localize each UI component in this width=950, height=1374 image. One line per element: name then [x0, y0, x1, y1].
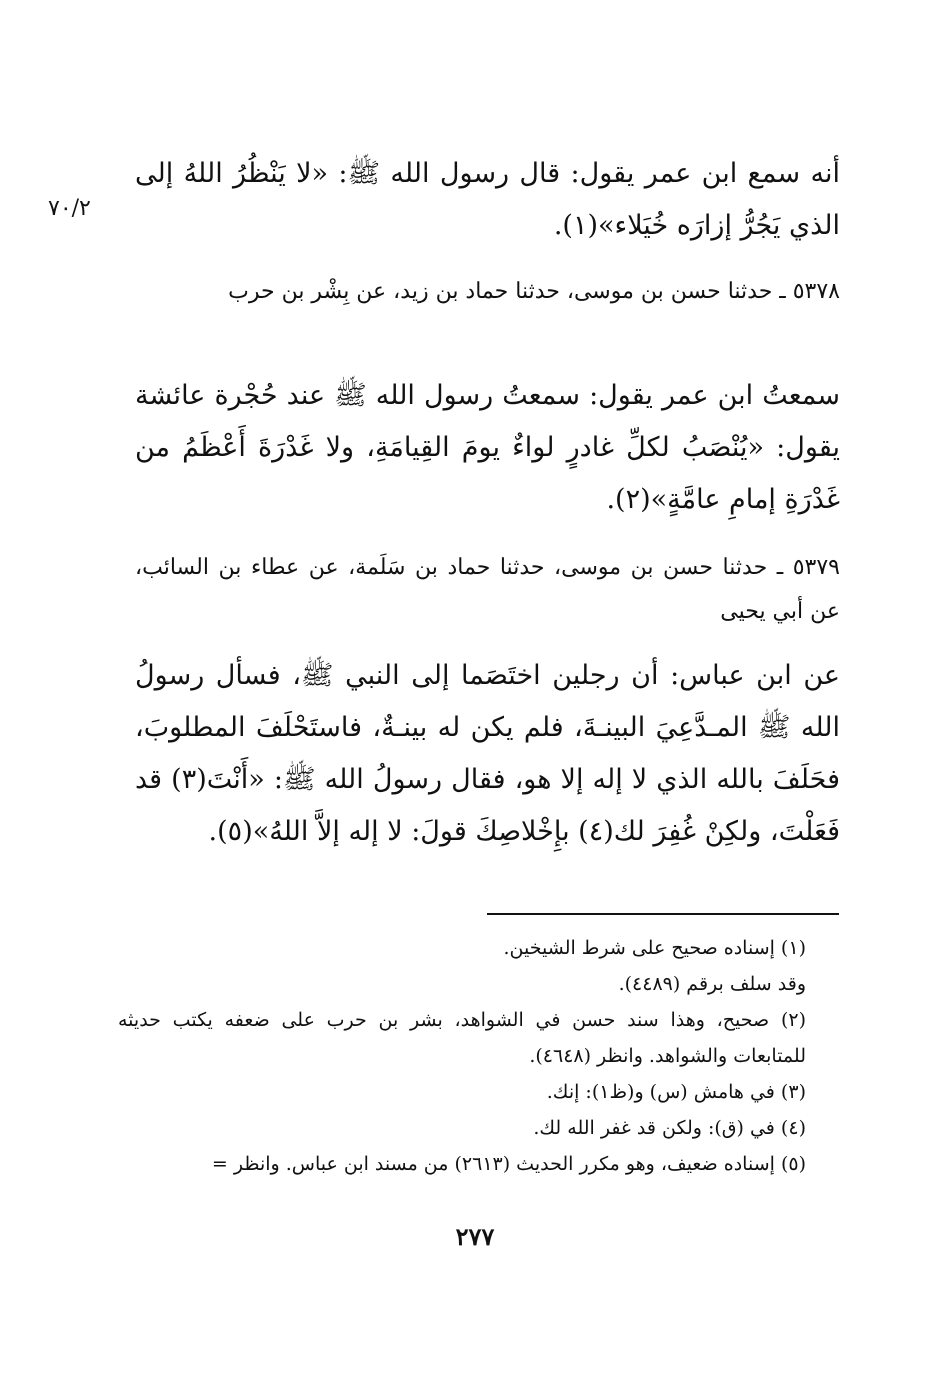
footnote-1: (١) إسناده صحيح على شرط الشيخين. [503, 937, 806, 959]
footnote-4: (٤) في (ق): ولكن قد غفر الله لك. [533, 1117, 806, 1139]
hadith-text-5379: عن ابن عباس: أن رجلين اختَصَما إلى النبي ﷺ، فسأل رسولُ الله ﷺ المـدَّعِيَ البينـةَ، فلم يكن له بينـةٌ، فاستَحْلَفَ المطلوبَ، فحَلَفَ بالله الذي لا إله إلا هو، فقال رسولُ الله ﷺ: «أَنْتَ(٣) قد فَعَلْتَ، ولكِنْ غُفِرَ لك(٤) بإِخْلاصِكَ قولَ: لا إله إلاَّ اللهُ»(٥). [135, 660, 840, 847]
footnote-5: (٥) إسناده ضعيف، وهو مكرر الحديث (٢٦١٣) من مسند ابن عباس. وانظر = [211, 1153, 806, 1175]
footnote-3: (٣) في هامش (س) و(ظ١): إنك. [546, 1081, 806, 1103]
footnote-divider [487, 913, 839, 915]
isnad-5379: ٥٣٧٩ ـ حدثنا حسن بن موسى، حدثنا حماد بن سَلَمة، عن عطاء بن السائب، عن أبي يحيى [135, 555, 840, 624]
page-number: ٢٧٧ [455, 1222, 495, 1251]
footnote-2: (٢) صحيح، وهذا سند حسن في الشواهد، بشر بن حرب على ضعفه يكتب حديثه للمتابعات والشواهد. وانظر (٤٦٤٨). [118, 1009, 806, 1067]
hadith-text-1: أنه سمع ابن عمر يقول: قال رسول الله ﷺ: «لا يَنْظُرُ اللهُ إلى الذي يَجُرُّ إزارَه خُيَلاء»(١). [135, 158, 840, 241]
hadith-text-5378: سمعتُ ابن عمر يقول: سمعتُ رسول الله ﷺ عند حُجْرة عائشة يقول: «يُنْصَبُ لكلِّ غادرٍ لواءٌ يومَ القِيامَةِ، ولا غَدْرَةَ أَعْظَمُ من غَدْرَةِ إمامِ عامَّةٍ»(٢). [135, 380, 840, 515]
footnote-1-continuation: وقد سلف برقم (٤٤٨٩). [618, 973, 806, 995]
footnotes [118, 930, 840, 1182]
marginal-reference: ٧٠/٢ [48, 196, 91, 221]
isnad-5378: ٥٣٧٨ ـ حدثنا حسن بن موسى، حدثنا حماد بن زيد، عن بِشْر بن حرب [228, 279, 840, 304]
